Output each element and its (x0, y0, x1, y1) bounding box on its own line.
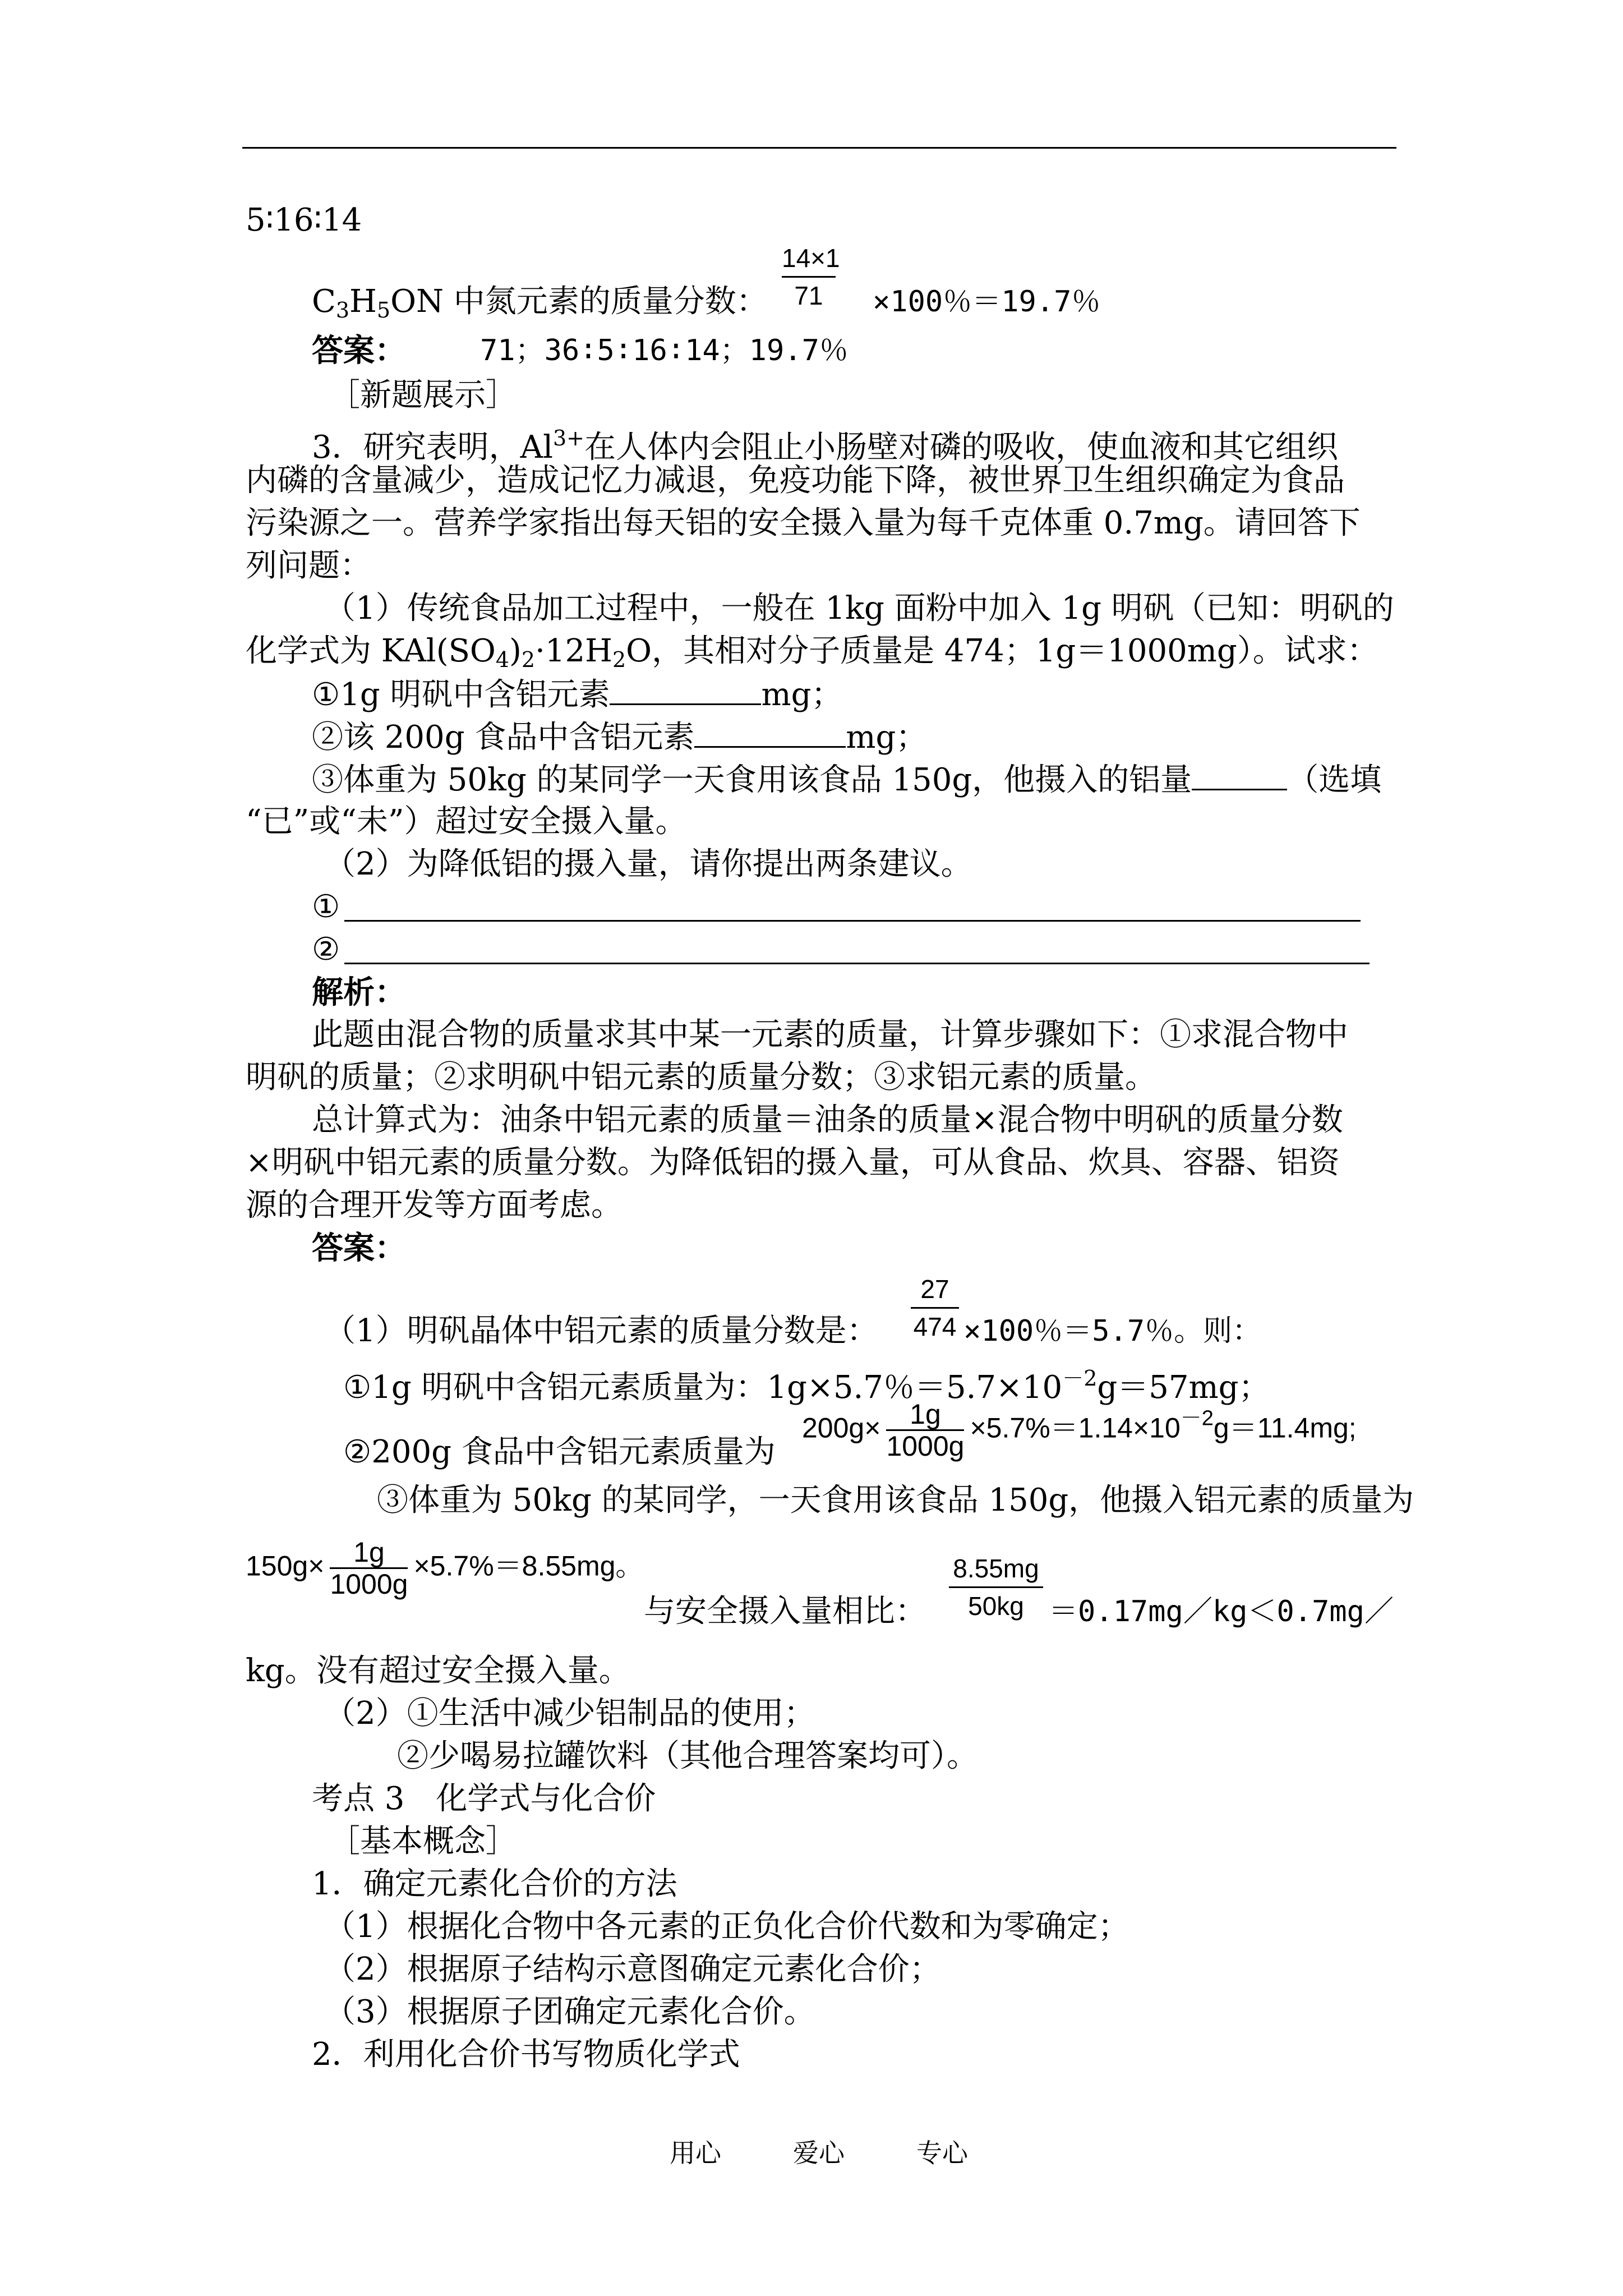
subscript: 4 (495, 647, 510, 672)
text-line: 明矾的质量；②求明矾中铝元素的质量分数；③求铝元素的质量。 (246, 1059, 1156, 1096)
text-run: ) (509, 633, 522, 669)
footer-left: 用心 (670, 2138, 721, 2168)
text-line (312, 282, 768, 330)
fraction-numerator: 14×1 (782, 243, 840, 273)
fraction-numerator: 1g (353, 1536, 385, 1568)
header-rule (242, 147, 1396, 149)
text-line: 1．确定元素化合价的方法 (312, 1866, 677, 1902)
fraction (886, 1399, 964, 1461)
answer-blank[interactable] (1192, 760, 1287, 790)
text-line: “已”或“未”）超过安全摄入量。 (246, 803, 687, 840)
text-line: ②少喝易拉罐饮料（其他合理答案均可）。 (397, 1738, 978, 1774)
text-run: 150g× (246, 1550, 325, 1582)
text-line: ×100％＝5.7％。则： (963, 1314, 1262, 1348)
subscript: 2 (612, 647, 626, 672)
section-heading: ［新题展示］ (329, 377, 517, 413)
subscript: 3 (335, 298, 350, 323)
text-line: 污染源之一。营养学家指出每天铝的安全摄入量为每千克体重 0.7mg。请回答下 (246, 505, 1361, 541)
fraction-denominator: 50kg (968, 1591, 1024, 1621)
footer-right: 专心 (916, 2138, 968, 2168)
superscript: －2 (1180, 1406, 1214, 1430)
text-run: ①1g 明矾中含铝元素 (312, 677, 610, 713)
text-line: 内磷的含量减少，造成记忆力减退，免疫功能下降，被世界卫生组织确定为食品 (246, 462, 1345, 499)
fraction-numerator: 8.55mg (953, 1554, 1039, 1583)
text-line: （2）根据原子结构示意图确定元素化合价； (324, 1951, 941, 1987)
answer-blank[interactable] (610, 674, 761, 705)
text-run: ×5.7%＝8.55mg。 (413, 1550, 644, 1582)
fraction-denominator: 1000g (886, 1430, 965, 1462)
superscript: －2 (1062, 1366, 1098, 1391)
text-line: （1）明矾晶体中铝元素的质量分数是： (324, 1313, 878, 1349)
text-run: 化学式为 KAl(SO (246, 633, 496, 669)
text-run: g＝11.4mg; (1213, 1412, 1357, 1444)
text-line: （3）根据原子团确定元素化合价。 (324, 1994, 815, 2030)
text-line: ① (312, 889, 340, 925)
fraction-numerator: 27 (920, 1274, 949, 1304)
fraction-intake (949, 1552, 1043, 1623)
text-line: ② (312, 931, 340, 968)
text-line: kg。没有超过安全摄入量。 (246, 1653, 630, 1689)
suggestion-blank-2[interactable] (344, 963, 1370, 964)
text-line: 列问题： (246, 547, 371, 584)
text-run: ③体重为 50kg 的某同学一天食用该食品 150g，他摄入的铝量 (312, 762, 1192, 798)
answer-blank[interactable] (694, 717, 846, 748)
text-run: ×5.7%＝1.14×10 (970, 1412, 1181, 1444)
fraction-denominator: 474 (913, 1312, 957, 1341)
text-run: ·12H (535, 633, 612, 669)
text-line: 此题由混合物的质量求其中某一元素的质量，计算步骤如下：①求混合物中 (312, 1016, 1348, 1053)
answer-label: 答案： (312, 1230, 406, 1267)
equation-200g (802, 1399, 1357, 1461)
text-line (312, 331, 406, 371)
text-run: g＝57mg； (1097, 1369, 1270, 1406)
footer-middle: 爱心 (793, 2138, 845, 2168)
topic-heading: 考点 3 化学式与化合价 (312, 1780, 656, 1817)
text-line (312, 717, 927, 757)
fraction-denominator: 1000g (330, 1568, 408, 1600)
text-line: （1）传统食品加工过程中，一般在 1kg 面粉中加入 1g 明矾（已知：明矾的 (324, 590, 1394, 627)
text-run: H (349, 283, 377, 320)
text-run: （选填 (1287, 762, 1382, 798)
fraction-nitrogen (782, 241, 840, 312)
text-line: 2．利用化合价书写物质化学式 (312, 2036, 740, 2073)
text-line: ③体重为 50kg 的某同学，一天食用该食品 150g，他摄入铝元素的质量为 (377, 1482, 1414, 1519)
text-line: 总计算式为：油条中铝元素的质量＝油条的质量×混合物中明矾的质量分数 (312, 1102, 1343, 1138)
analysis-label: 解析： (312, 974, 406, 1011)
text-line: ×100％＝19.7％ (873, 285, 1101, 319)
fraction-numerator: 1g (910, 1398, 941, 1430)
text-run: mg； (846, 719, 928, 756)
text-line: ②200g 食品中含铝元素质量为 (343, 1434, 776, 1470)
text-line: ×明矾中铝元素的质量分数。为降低铝的摄入量，可从食品、炊具、容器、铝资 (246, 1144, 1340, 1181)
text-run: ②该 200g 食品中含铝元素 (312, 719, 695, 756)
text-line (312, 418, 1338, 467)
text-line (312, 674, 842, 715)
text-run: ON 中氮元素的质量分数： (390, 283, 768, 320)
text-line: （2）为降低铝的摄入量，请你提出两条建议。 (324, 846, 972, 882)
subscript: 2 (521, 647, 536, 672)
suggestion-blank-1[interactable] (344, 920, 1361, 922)
answer-label: 答案： (312, 332, 406, 369)
text-line: （2）①生活中减少铝制品的使用； (324, 1695, 815, 1732)
text-line: 源的合理开发等方面考虑。 (246, 1187, 623, 1223)
equation-150g (246, 1537, 643, 1599)
section-heading: ［基本概念］ (329, 1823, 517, 1860)
text-run: 3．研究表明，Al (312, 429, 553, 466)
text-line: （1）根据化合物中各元素的正负化合价代数和为零确定； (324, 1908, 1129, 1945)
text-line: ＝0.17mg／kg＜0.7mg／ (1049, 1595, 1394, 1628)
fraction-denominator: 71 (794, 281, 823, 310)
text-run: mg； (761, 677, 843, 713)
subscript: 5 (376, 298, 391, 323)
text-line (246, 632, 1378, 679)
text-run: C (312, 283, 336, 320)
text-line: 5∶16∶14 (246, 202, 362, 238)
fraction (330, 1537, 408, 1599)
fraction-bar (782, 276, 836, 278)
superscript: 3+ (552, 426, 585, 450)
text-line (312, 760, 1381, 800)
text-run: 200g× (802, 1412, 881, 1444)
text-run: 在人体内会阻止小肠壁对磷的吸收，使血液和其它组织 (584, 429, 1339, 466)
text-line: 71；36∶5∶16∶14；19.7％ (480, 334, 849, 367)
fraction-bar (911, 1307, 959, 1309)
fraction-aluminum (911, 1272, 959, 1343)
text-run: O，其相对分子质量是 474；1g＝1000mg）。试求： (626, 633, 1378, 669)
text-line: 与安全摄入量相比： (644, 1593, 926, 1630)
text-run: ①1g 明矾中含铝元素质量为：1g×5.7％＝5.7×10 (343, 1369, 1063, 1406)
fraction-bar (949, 1586, 1043, 1588)
